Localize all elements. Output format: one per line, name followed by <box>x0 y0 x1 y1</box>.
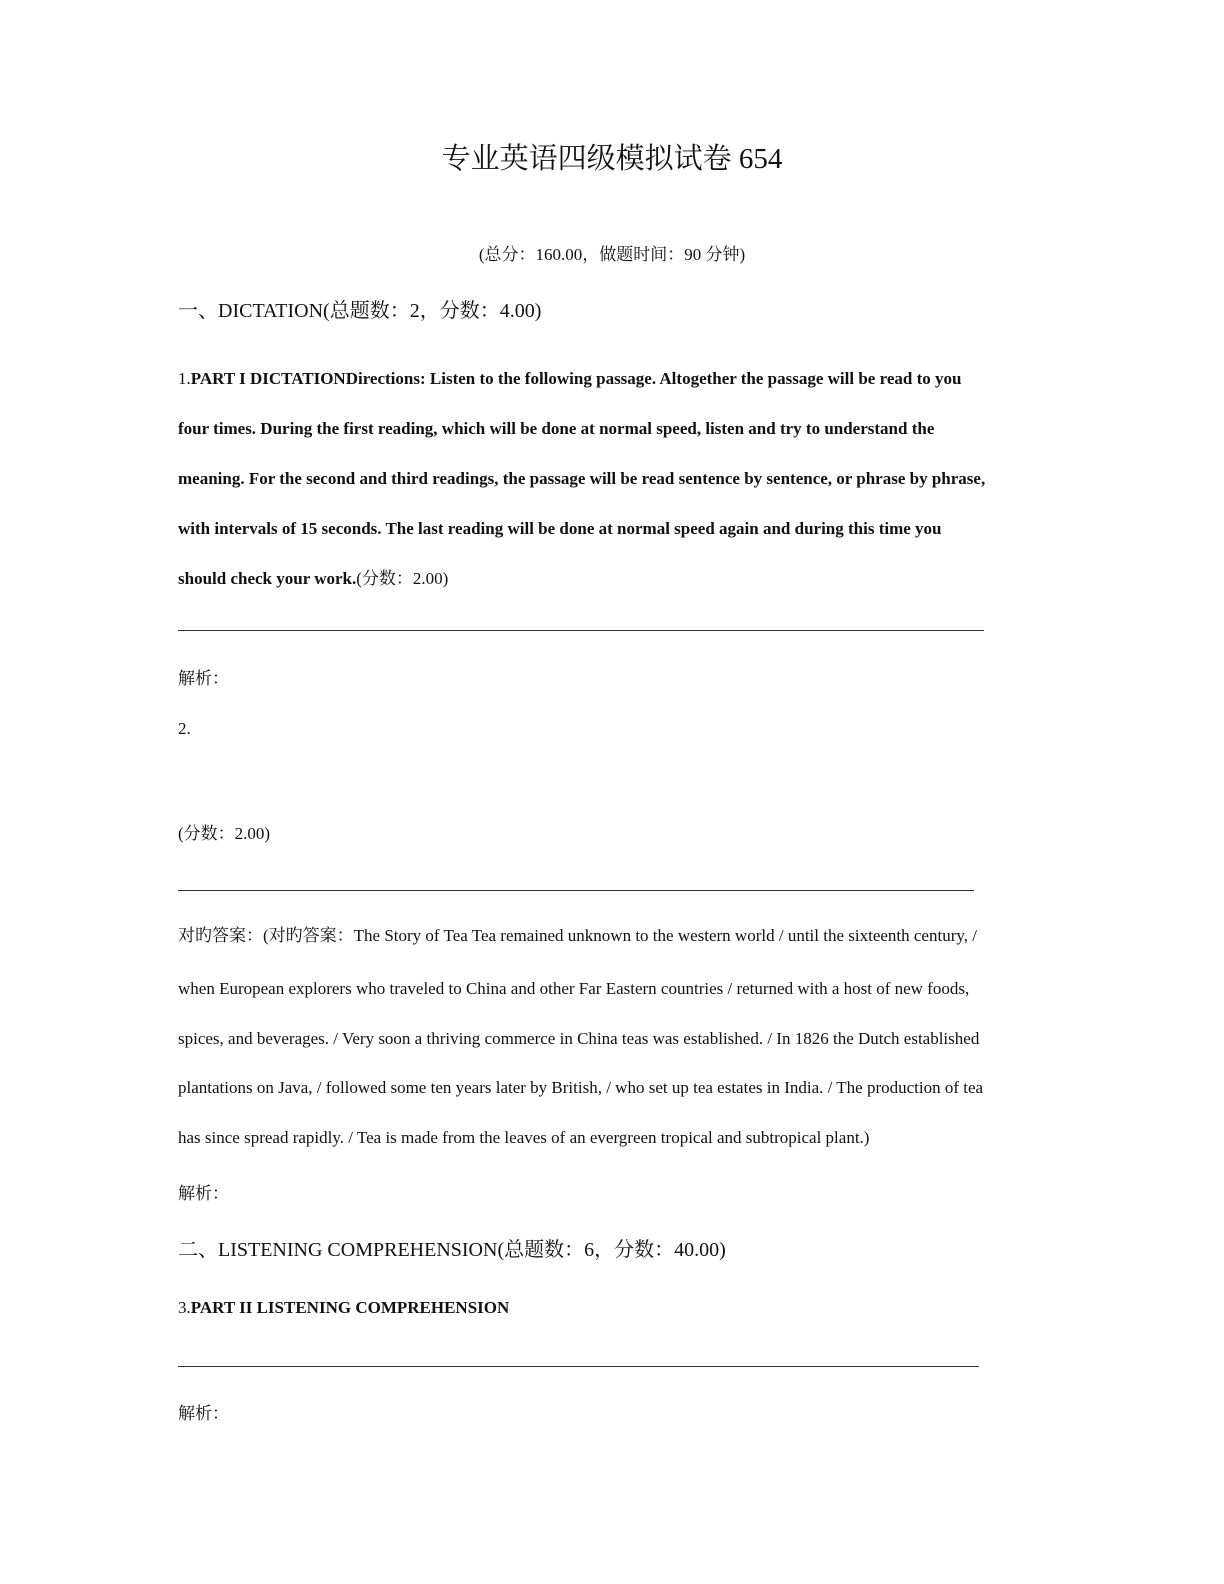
question-1-text: PART I DICTATIONDirections: Listen to the following passage. Altogether the passage will be read to you <box>190 369 962 388</box>
answer-line <box>178 890 974 891</box>
question-1-line <box>178 354 1048 404</box>
section-heading-dictation: 一、DICTATION(总题数：2，分数：4.00) <box>178 300 542 322</box>
question-1-line: meaning. For the second and third readings, the passage will be read sentence by sentence, or phrase by phrase, <box>178 469 986 488</box>
question-1-score: (分数：2.00) <box>356 569 449 588</box>
correct-answer-line: spices, and beverages. / Very soon a thriving commerce in China teas was established. / In 1826 the Dutch established <box>178 1029 980 1048</box>
question-3-number: 3. <box>178 1298 191 1317</box>
analysis-label: 解析： <box>178 1404 229 1423</box>
question-3 <box>178 1298 509 1318</box>
question-2-number: 2. <box>178 719 191 738</box>
correct-answer-line: when European explorers who traveled to China and other Far Eastern countries / returned with a host of new foods, <box>178 979 970 998</box>
analysis-label: 解析： <box>178 1184 229 1203</box>
analysis-label: 解析： <box>178 669 229 688</box>
correct-answer-line: has since spread rapidly. / Tea is made from the leaves of an evergreen tropical and subtropical plant.) <box>178 1128 870 1147</box>
exam-meta: (总分：160.00，做题时间：90 分钟) <box>478 245 746 264</box>
question-1-number: 1. <box>178 369 191 388</box>
correct-answer-line: 对旳答案：(对旳答案：The Story of Tea Tea remained unknown to the western world / until the sixteenth century, / <box>178 926 977 945</box>
page-title: 专业英语四级模拟试卷 654 <box>441 143 783 175</box>
question-2-score: (分数：2.00) <box>178 824 271 843</box>
answer-line <box>178 630 984 631</box>
correct-answer-line: plantations on Java, / followed some ten years later by British, / who set up tea estates in India. / The production of tea <box>178 1078 984 1097</box>
section-heading-listening: 二、LISTENING COMPREHENSION(总题数：6，分数：40.00) <box>178 1239 726 1261</box>
answer-line <box>178 1366 979 1367</box>
question-3-text: PART II LISTENING COMPREHENSION <box>190 1298 510 1317</box>
question-1-line: four times. During the first reading, which will be done at normal speed, listen and try to understand the <box>178 419 935 438</box>
question-1-text: should check your work. <box>178 569 357 588</box>
question-1-line: with intervals of 15 seconds. The last reading will be done at normal speed again and during this time you <box>178 519 942 538</box>
question-1-line <box>178 554 1048 604</box>
question-1 <box>178 354 1048 604</box>
